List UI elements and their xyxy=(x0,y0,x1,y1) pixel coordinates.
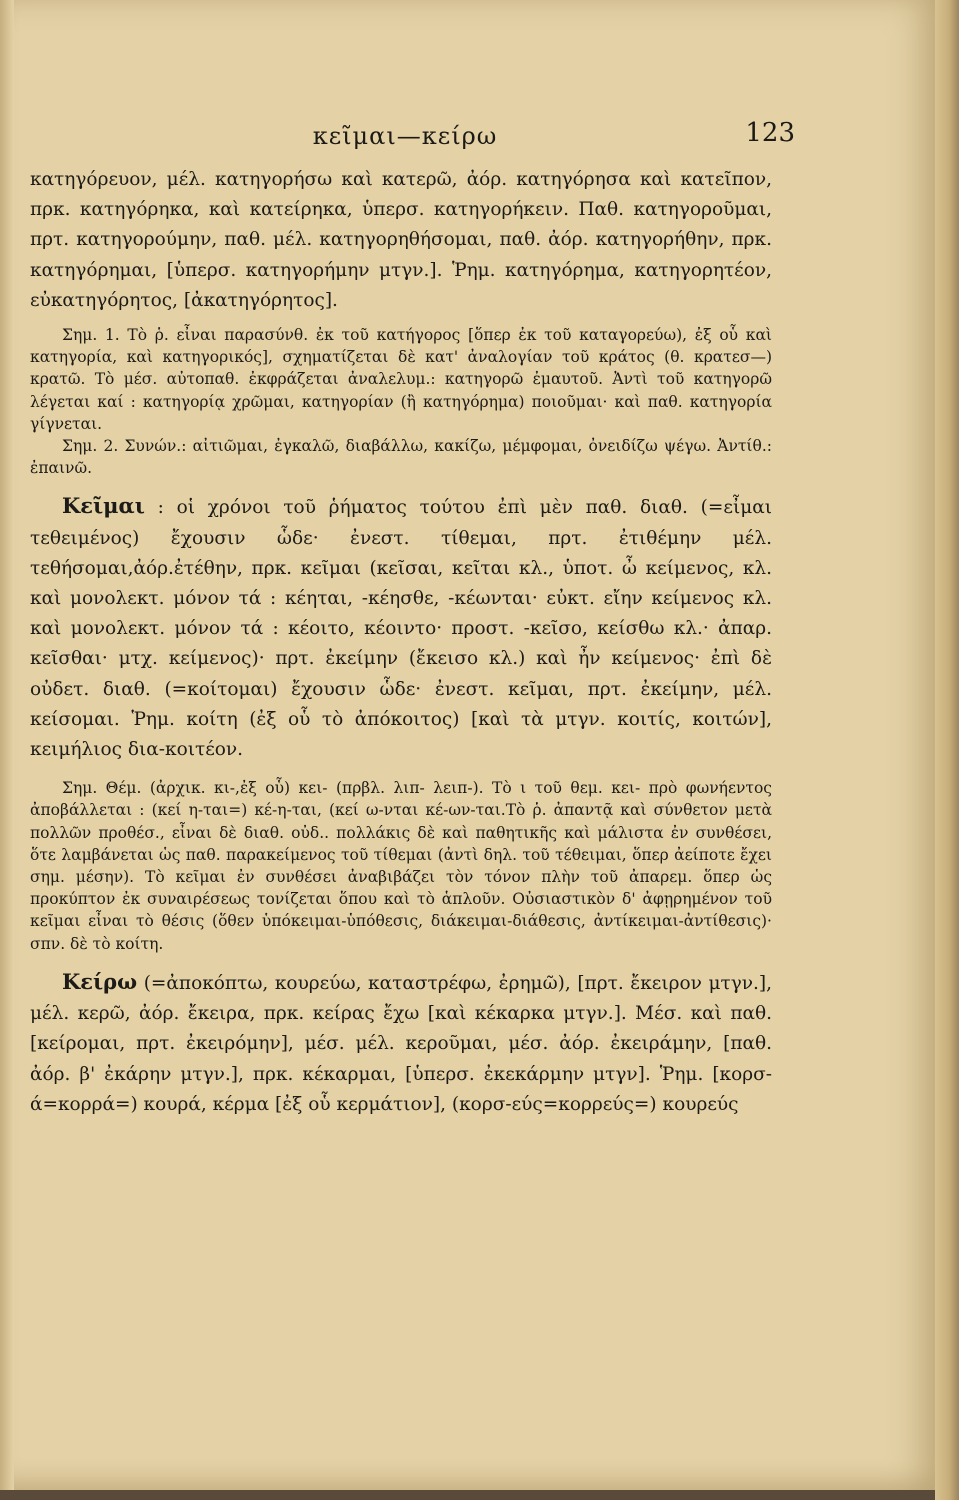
page-number: 123 xyxy=(745,118,795,148)
note-keimai: Σημ. Θέμ. (ἀρχικ. κι-,ἐξ οὗ) κει- (πρβλ. λιπ- λειπ-). Τὸ ι τοῦ θεμ. κει- πρὸ φωνήεντος ἀποβάλλεται : (κεί η-ται=) κέ-η-ται, (κεί ω-νται κέ-ων-ται.Τὸ ῥ. ἀπαντᾷ καὶ σύνθετον μετὰ πολλῶν προθέσ., εἶναι δὲ διαθ. οὐδ.. πολλάκις δὲ καὶ παθητικῆς καὶ μάλιστα ἐν συνθέσει, ὅτε λαμβάνεται ὡς παθ. παρακείμενος τοῦ τίθεμαι (ἀντὶ δηλ. τοῦ τέθειμαι, ὅπερ ἀείποτε ἔχει σημ. μέσην). Τὸ κεῖμαι ἐν συνθέσει ἀναβιβάζει τὸν τόνον πλὴν τοῦ ἀπαρεμ. ὅπερ ὡς προκύπτον ἐκ συναιρέσεως τονίζεται ὅπου καὶ τὸ ἁπλοῦν. Οὐσιαστικὸν δ' ἀφῃρημένον τοῦ κεῖμαι εἶναι τὸ θέσις (ὅθεν ὑπόκειμαι-ὑπόθεσις, διάκειμαι-διάθεσις, ἀντίκειμαι-ἀντίθεσις)· σπν. δὲ τὸ κοίτη. xyxy=(30,779,772,953)
lemma-keimai: Κεῖμαι xyxy=(62,493,145,519)
entry-keiro-text: (=ἀποκόπτω, κουρεύω, καταστρέφω, ἐρημῶ), [πρτ. ἔκειρον μτγν.], μέλ. κερῶ, ἀόρ. ἔκειρα, πρκ. κείρας ἔχω [καὶ κέκαρκα μτγν.]. Μέσ. καὶ παθ. [κείρομαι, πρτ. ἐκειρόμην], μέσ. μέλ. κεροῦμαι, μέσ. ἀόρ. ἐκειράμην, [παθ. ἀόρ. β' ἐκάρην μτγν.], πρκ. κέκαρμαι, [ὑπερσ. ἐκεκάρμην μτγν]. Ῥημ. [κορσ-ά=κορρά=) κουρά, κέρμα [ἐξ οὗ κερμάτιον], (κορσ-εύς=κορρεύς=) κουρεύς xyxy=(30,972,772,1115)
page-binding-shadow xyxy=(0,0,14,1490)
note-kategoreo-1: Σημ. 1. Τὸ ῥ. εἶναι παρασύνθ. ἐκ τοῦ κατήγορος [ὅπερ ἐκ τοῦ καταγορεύω), ἐξ οὗ καὶ κατηγορία, καὶ κατηγορικός], σχηματίζεται δὲ κατ' ἀναλογίαν τοῦ κράτος (θ. κρατεσ—) κρατῶ. Τὸ μέσ. αὐτοπαθ. ἐκφράζεται ἀναλελυμ.: κατηγορῶ ἐμαυτοῦ. Ἀντὶ τοῦ κατηγορῶ λέγεται καί : κατηγορίᾳ χρῶμαι, κατηγορίαν (ἢ κατηγόρημα) ποιοῦμαι· καὶ παθ. κατηγορία γίγνεται. xyxy=(30,326,772,433)
running-header xyxy=(0,118,935,158)
entry-keimai xyxy=(30,491,772,765)
note-kategoreo-2: Σημ. 2. Συνών.: αἰτιῶμαι, ἐγκαλῶ, διαβάλλω, κακίζω, μέμφομαι, ὀνειδίζω ψέγω. Ἀντίθ.: ἐπαινῶ. xyxy=(30,437,772,478)
page-content xyxy=(30,165,772,1120)
page-edge xyxy=(935,0,959,1500)
running-header-title: κεῖμαι—κείρω xyxy=(312,122,498,150)
entry-keimai-text: : οἱ χρόνοι τοῦ ῥήματος τούτου ἐπὶ μὲν παθ. διαθ. (=εἶμαι τεθειμένος) ἔχουσιν ὧδε· ἐνεστ. τίθεμαι, πρτ. ἐτιθέμην μέλ. τεθήσομαι,ἀόρ.ἐτέθην, πρκ. κεῖμαι (κεῖσαι, κεῖται κλ., ὑποτ. ὦ κείμενος, κλ. καὶ μονολεκτ. μόνον τά : κέηται, -κέησθε, -κέωνται· εὐκτ. εἴην κείμενος κλ. καὶ μονολεκτ. μόνον τά : κέοιτο, κέοιντο· προστ. -κεῖσο, κείσθω κλ.· ἀπαρ. κεῖσθαι· μτχ. κείμενος)· πρτ. ἐκείμην (ἔκεισο κλ.) καὶ ἦν κείμενος· ἐπὶ δὲ οὐδετ. διαθ. (=κοίτομαι) ἔχουσιν ὧδε· ἐνεστ. κεῖμαι, πρτ. ἐκείμην, μέλ. κείσομαι. Ῥημ. κοίτη (ἐξ οὗ τὸ ἀπόκοιτος) [καὶ τὰ μτγν. κοιτίς, κοιτών], κειμήλιος δια-κοιτέον. xyxy=(30,497,772,761)
entry-keiro xyxy=(30,967,772,1120)
entry-kategoreo-continuation: κατηγόρευον, μέλ. κατηγορήσω καὶ κατερῶ, ἀόρ. κατηγόρησα καὶ κατεῖπον, πρκ. κατηγόρηκα, καὶ κατείρηκα, ὑπερσ. κατηγορήκειν. Παθ. κατηγοροῦμαι, πρτ. κατηγορούμην, παθ. μέλ. κατηγορηθήσομαι, παθ. ἀόρ. κατηγορήθην, πρκ. κατηγόρημαι, [ὑπερσ. κατηγορήμην μτγν.]. Ῥημ. κατηγόρημα, κατηγορητέον, εὐκατηγόρητος, [ἀκατηγόρητος]. xyxy=(30,169,772,311)
lemma-keiro: Κείρω xyxy=(62,968,138,994)
